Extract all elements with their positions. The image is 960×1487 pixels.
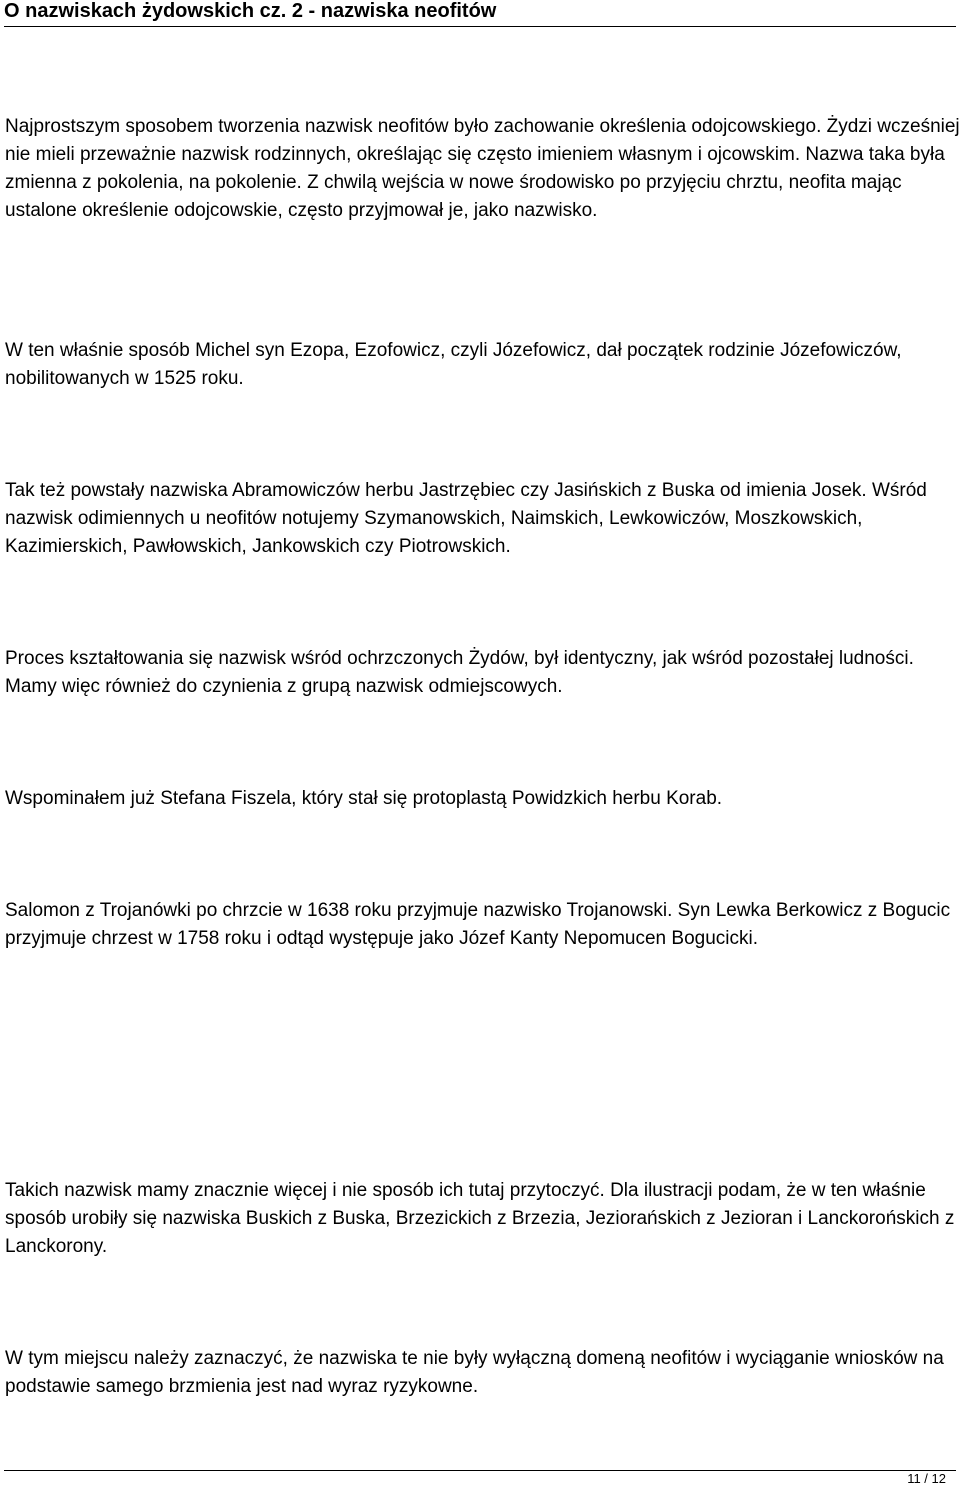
- paragraph-8: W tym miejscu należy zaznaczyć, że nazwiska te nie były wyłączną domeną neofitów i wyciąganie wniosków na podstawie samego brzmienia jest nad wyraz ryzykowne.: [5, 1348, 944, 1397]
- paragraph-1: Najprostszym sposobem tworzenia nazwisk neofitów było zachowanie określenia odojcowskiego. Żydzi wcześniej nie mieli przeważnie nazwisk rodzinnych, określając się często imieniem własnym i ojcowskim. Nazwa taka była zmienna z pokolenia, na pokolenie. Z chwilą wejścia w nowe środowisko po przyjęciu chrztu, neofita mając ustalone określenie odojcowskie, często przyjmował je, jako nazwisko.: [5, 116, 960, 221]
- paragraph-3: Tak też powstały nazwiska Abramowiczów herbu Jastrzębiec czy Jasińskich z Buska od imienia Josek. Wśród nazwisk odimiennych u neofitów notujemy Szymanowskich, Naimskich, Lewkowiczów, Moszkowskich, Kazimierskich, Pawłowskich, Jankowskich czy Piotrowskich.: [5, 480, 927, 557]
- page-number: 11 / 12: [907, 1471, 946, 1486]
- paragraph-7: Takich nazwisk mamy znacznie więcej i nie sposób ich tutaj przytoczyć. Dla ilustracji podam, że w ten właśnie sposób urobiły się nazwiska Buskich z Buska, Brzezickich z Brzezia, Jeziorańskich z Jezioran i Lanckorońskich z Lanckorony.: [5, 1180, 955, 1257]
- header-divider: [4, 26, 956, 27]
- paragraph-4: Proces kształtowania się nazwisk wśród ochrzczonych Żydów, był identyczny, jak wśród pozostałej ludności. Mamy więc również do czynienia z grupą nazwisk odmiejscowych.: [5, 648, 914, 697]
- paragraph-2: W ten właśnie sposób Michel syn Ezopa, Ezofowicz, czyli Józefowicz, dał początek rodzinie Józefowiczów, nobilitowanych w 1525 roku.: [5, 340, 902, 389]
- footer-divider: [4, 1470, 956, 1471]
- paragraph-6: Salomon z Trojanówki po chrzcie w 1638 roku przyjmuje nazwisko Trojanowski. Syn Lewka Berkowicz z Bogucic przyjmuje chrzest w 1758 roku i odtąd występuje jako Józef Kanty Nepomucen Bogucicki.: [5, 900, 951, 949]
- page-title: O nazwiskach żydowskich cz. 2 - nazwiska neofitów: [4, 0, 497, 22]
- paragraph-5: Wspominałem już Stefana Fiszela, który stał się protoplastą Powidzkich herbu Korab.: [5, 788, 723, 809]
